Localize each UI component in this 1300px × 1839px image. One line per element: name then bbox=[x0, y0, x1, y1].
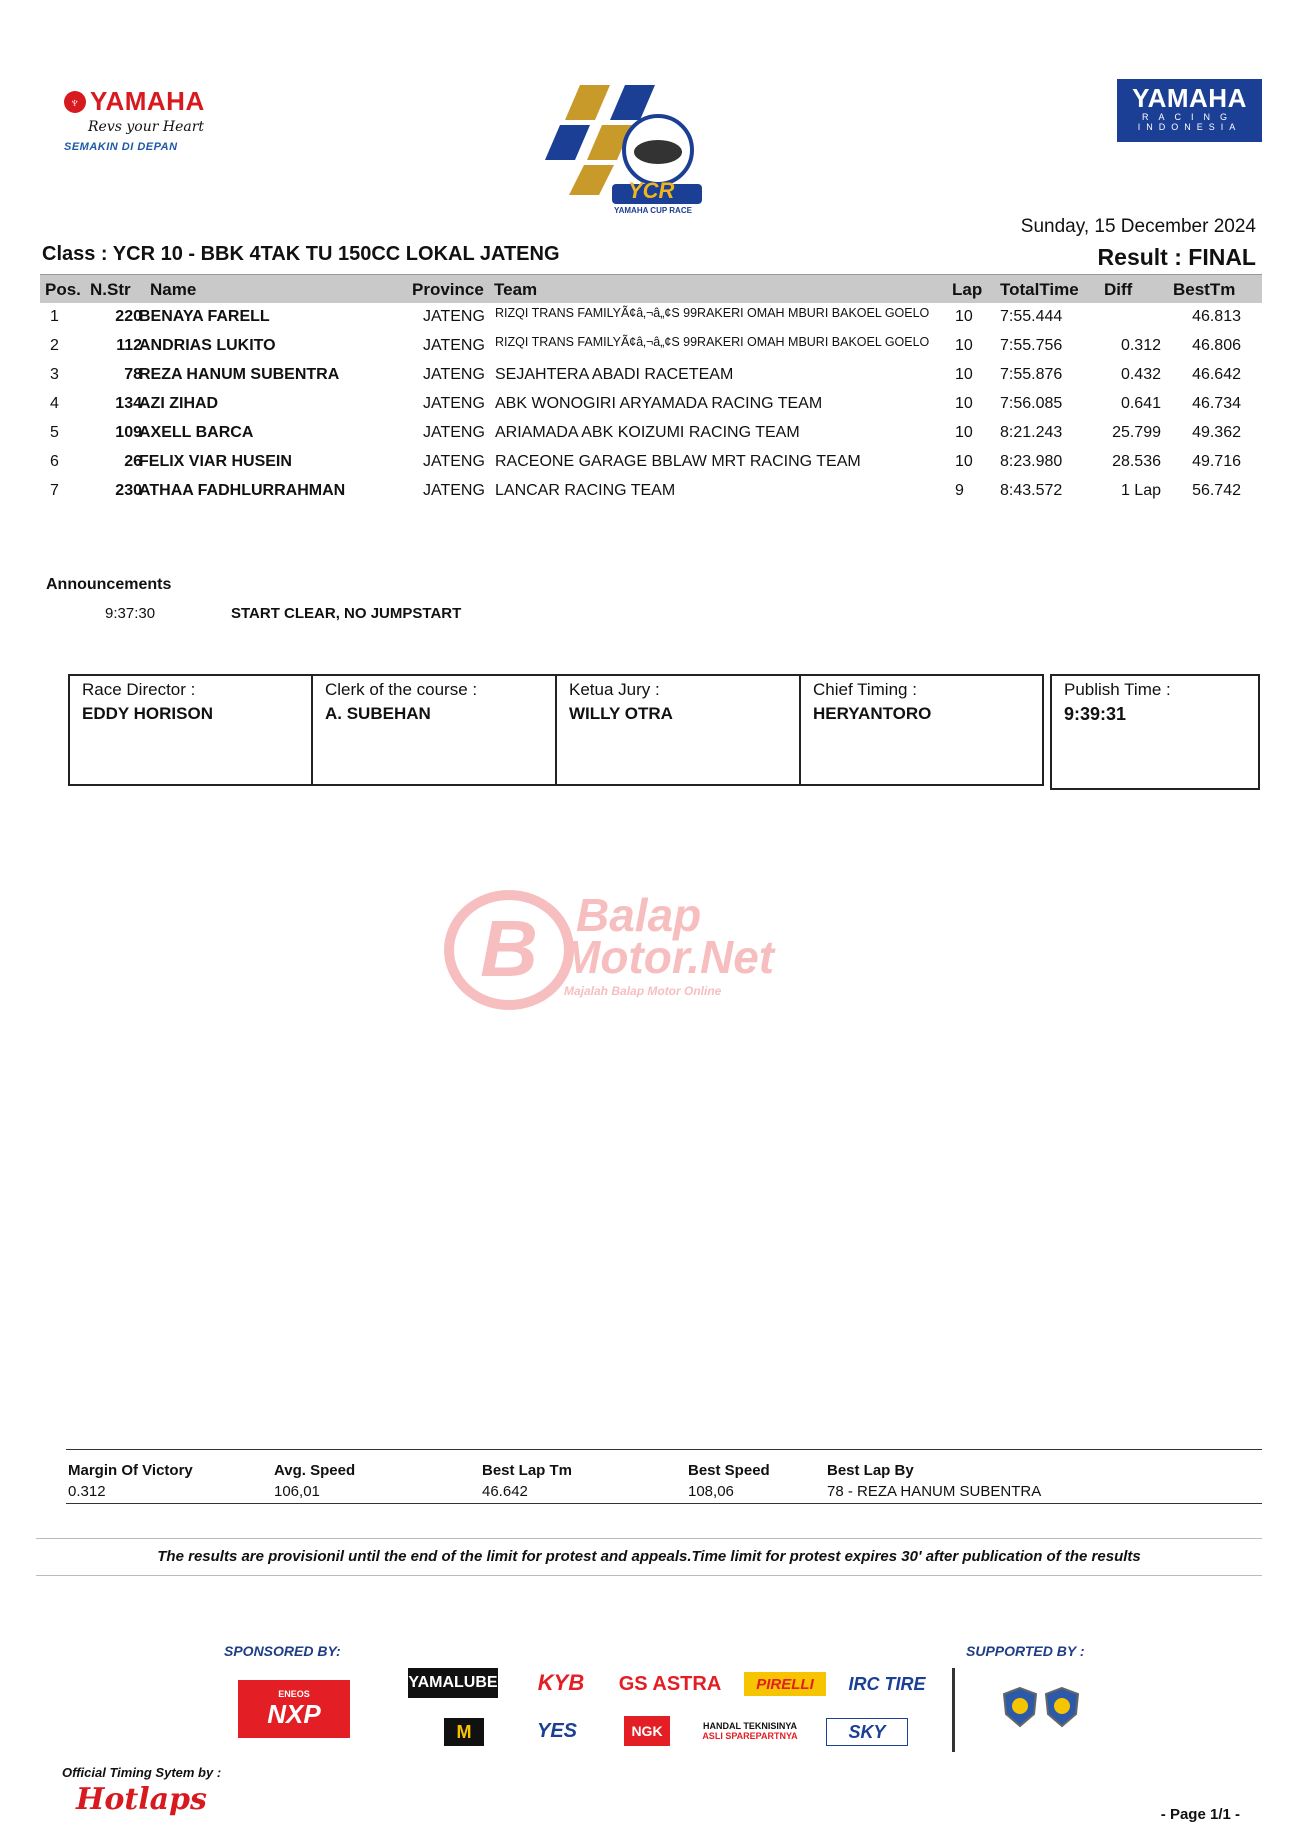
stat-bestby-label: Best Lap By bbox=[827, 1462, 914, 1479]
col-totaltime: TotalTime bbox=[1000, 280, 1079, 299]
watermark-line1: Balap bbox=[576, 889, 702, 941]
handal-line2: ASLI SPAREPARTNYA bbox=[702, 1731, 798, 1741]
motogard-logo: M bbox=[444, 1718, 484, 1746]
cell-province: JATENG bbox=[423, 395, 485, 412]
supported-by-label: SUPPORTED BY : bbox=[966, 1643, 1085, 1659]
cell-province: JATENG bbox=[423, 366, 485, 383]
cell-team: SEJAHTERA ABADI RACETEAM bbox=[495, 366, 734, 383]
disclaimer: The results are provisionil until the end of the limit for protest and appeals.Time limit for protest expires 30' after publication of the results bbox=[157, 1548, 1141, 1565]
announcement-time: 9:37:30 bbox=[105, 605, 156, 622]
cell-team: RACEONE GARAGE BBLAW MRT RACING TEAM bbox=[495, 453, 861, 470]
cell-team: LANCAR RACING TEAM bbox=[495, 482, 676, 499]
cell-name: REZA HANUM SUBENTRA bbox=[139, 366, 340, 383]
official-chief-timing bbox=[799, 674, 1044, 786]
ycr-sub: YAMAHA CUP RACE bbox=[614, 206, 692, 215]
cell-lap: 10 bbox=[955, 424, 973, 441]
cell-lap: 10 bbox=[955, 395, 973, 412]
cell-province: JATENG bbox=[423, 453, 485, 470]
cell-nstr: 26 bbox=[124, 453, 142, 470]
yamaha-racing-line3: INDONESIA bbox=[1137, 122, 1242, 132]
cell-name: AZI ZIHAD bbox=[139, 395, 219, 412]
kyb-logo: KYB bbox=[537, 1670, 585, 1695]
stat-bestby-value: 78 - REZA HANUM SUBENTRA bbox=[827, 1483, 1042, 1500]
svg-text:B: B bbox=[480, 904, 538, 993]
yes-logo: YES bbox=[536, 1719, 578, 1742]
watermark-line2: Motor.Net bbox=[562, 931, 775, 983]
cell-team: ABK WONOGIRI ARYAMADA RACING TEAM bbox=[495, 395, 823, 412]
cell-province: JATENG bbox=[423, 337, 485, 354]
eneos-text: ENEOS bbox=[278, 1688, 310, 1699]
official-timing-label: Official Timing Sytem by : bbox=[62, 1765, 222, 1780]
stat-bestlap-label: Best Lap Tm bbox=[482, 1462, 573, 1479]
official-role: Chief Timing : bbox=[813, 680, 917, 699]
result-status: Result : FINAL bbox=[1097, 244, 1256, 270]
ngk-logo: NGK bbox=[624, 1716, 670, 1746]
stats-top-rule bbox=[66, 1449, 1262, 1450]
cell-total: 7:55.444 bbox=[1000, 308, 1063, 325]
table-row bbox=[40, 333, 1262, 362]
cell-team: ARIAMADA ABK KOIZUMI RACING TEAM bbox=[495, 424, 800, 441]
announcement-message: START CLEAR, NO JUMPSTART bbox=[231, 605, 462, 622]
cell-nstr: 109 bbox=[115, 424, 142, 441]
stat-margin-label: Margin Of Victory bbox=[68, 1462, 193, 1479]
col-lap: Lap bbox=[952, 280, 983, 299]
table-row bbox=[40, 391, 1262, 420]
official-name: A. SUBEHAN bbox=[325, 704, 431, 723]
cell-pos: 1 bbox=[50, 308, 59, 325]
cell-total: 8:43.572 bbox=[1000, 482, 1063, 499]
cell-nstr: 220 bbox=[115, 308, 142, 325]
cell-best: 46.813 bbox=[1192, 308, 1241, 325]
cell-diff: 1 Lap bbox=[1120, 482, 1161, 499]
irc-tire-logo: IRC TIRE bbox=[848, 1673, 926, 1694]
gs-astra-logo: GS ASTRA bbox=[618, 1672, 722, 1695]
table-row bbox=[40, 362, 1262, 391]
yamaha-sub: SEMAKIN DI DEPAN bbox=[64, 141, 178, 153]
page-number: - Page 1/1 - bbox=[1160, 1806, 1240, 1823]
cell-total: 7:55.876 bbox=[1000, 366, 1063, 383]
imi-badge-icon bbox=[1002, 1686, 1038, 1728]
handal-logo bbox=[700, 1716, 800, 1746]
cell-nstr: 78 bbox=[124, 366, 142, 383]
watermark-sub: Majalah Balap Motor Online bbox=[564, 984, 722, 998]
cell-province: JATENG bbox=[423, 424, 485, 441]
cell-diff: 0.312 bbox=[1120, 337, 1161, 354]
ycr-logo bbox=[540, 80, 720, 220]
sponsor-divider bbox=[952, 1668, 955, 1752]
nxp-text: NXP bbox=[267, 1698, 321, 1729]
official-role: Race Director : bbox=[82, 680, 196, 699]
cell-team: RIZQI TRANS FAMILYÃ¢â‚¬â„¢S 99RAKERI OMAH MBURI BAKOEL GOELO bbox=[495, 335, 930, 349]
publish-time-box bbox=[1050, 674, 1260, 790]
cell-total: 7:55.756 bbox=[1000, 337, 1063, 354]
col-besttm: BestTm bbox=[1173, 280, 1236, 299]
cell-nstr: 230 bbox=[115, 482, 142, 499]
disclaimer-top-rule bbox=[36, 1538, 1262, 1539]
yamaha-brand: YAMAHA bbox=[90, 86, 205, 116]
cell-total: 8:23.980 bbox=[1000, 453, 1063, 470]
cell-lap: 10 bbox=[955, 366, 973, 383]
cell-pos: 5 bbox=[50, 424, 59, 441]
col-pos: Pos. bbox=[45, 280, 81, 299]
cell-lap: 10 bbox=[955, 337, 973, 354]
cell-total: 7:56.085 bbox=[1000, 395, 1063, 412]
cell-diff: 0.432 bbox=[1120, 366, 1161, 383]
table-row bbox=[40, 304, 1262, 333]
cell-best: 56.742 bbox=[1192, 482, 1241, 499]
cell-team: RIZQI TRANS FAMILYÃ¢â‚¬â„¢S 99RAKERI OMAH MBURI BAKOEL GOELO bbox=[495, 306, 930, 320]
stat-avg-label: Avg. Speed bbox=[274, 1462, 356, 1479]
cell-nstr: 112 bbox=[116, 337, 142, 354]
hotlaps-logo: Hotlaps bbox=[76, 1782, 207, 1817]
yamaha-racing-logo bbox=[1117, 79, 1262, 142]
official-name: EDDY HORISON bbox=[82, 704, 213, 723]
cell-best: 46.642 bbox=[1192, 366, 1241, 383]
cell-name: BENAYA FARELL bbox=[139, 308, 270, 325]
stat-avg-value: 106,01 bbox=[274, 1483, 320, 1500]
cell-pos: 3 bbox=[50, 366, 59, 383]
sky-logo: SKY bbox=[826, 1718, 908, 1746]
cell-best: 49.362 bbox=[1192, 424, 1241, 441]
yamaha-tagline: Revs your Heart bbox=[88, 119, 205, 135]
cell-name: AXELL BARCA bbox=[139, 424, 254, 441]
cell-total: 8:21.243 bbox=[1000, 424, 1063, 441]
cell-name: ANDRIAS LUKITO bbox=[139, 337, 276, 354]
handal-line1: HANDAL TEKNISINYA bbox=[702, 1721, 797, 1731]
col-nstr: N.Str bbox=[90, 280, 131, 299]
yamaha-logo-left bbox=[64, 86, 214, 166]
cell-nstr: 134 bbox=[115, 395, 142, 412]
cell-diff: 28.536 bbox=[1112, 453, 1161, 470]
pirelli-logo: PIRELLI bbox=[744, 1672, 826, 1696]
official-role: Ketua Jury : bbox=[569, 680, 660, 699]
balapmotor-watermark bbox=[444, 888, 854, 1013]
stat-bestspeed-value: 108,06 bbox=[688, 1483, 734, 1500]
stat-margin-value: 0.312 bbox=[68, 1483, 106, 1500]
cell-name: ATHAA FADHLURRAHMAN bbox=[139, 482, 346, 499]
cell-province: JATENG bbox=[423, 482, 485, 499]
cell-pos: 4 bbox=[50, 395, 59, 412]
sponsored-by-label: SPONSORED BY: bbox=[224, 1643, 341, 1659]
cell-pos: 6 bbox=[50, 453, 59, 470]
yamalube-logo: YAMALUBE bbox=[408, 1668, 498, 1698]
cell-diff: 25.799 bbox=[1112, 424, 1161, 441]
ycr-text: YCR bbox=[628, 178, 675, 203]
imi-jateng-badge-icon bbox=[1044, 1686, 1080, 1728]
official-race-director bbox=[68, 674, 313, 786]
stats-bottom-rule bbox=[66, 1503, 1262, 1504]
class-title: Class : YCR 10 - BBK 4TAK TU 150CC LOKAL JATENG bbox=[42, 243, 560, 265]
cell-pos: 7 bbox=[50, 482, 59, 499]
publish-time-value: 9:39:31 bbox=[1064, 704, 1127, 724]
table-row bbox=[40, 478, 1262, 507]
event-date: Sunday, 15 December 2024 bbox=[1020, 216, 1256, 237]
table-row bbox=[40, 449, 1262, 478]
yamaha-racing-brand: YAMAHA bbox=[1132, 83, 1247, 113]
cell-pos: 2 bbox=[50, 337, 59, 354]
stat-bestspeed-label: Best Speed bbox=[688, 1462, 770, 1479]
col-province: Province bbox=[412, 280, 484, 299]
official-name: WILLY OTRA bbox=[569, 704, 673, 723]
cell-best: 49.716 bbox=[1192, 453, 1241, 470]
cell-province: JATENG bbox=[423, 308, 485, 325]
cell-name: FELIX VIAR HUSEIN bbox=[139, 453, 292, 470]
disclaimer-bottom-rule bbox=[36, 1575, 1262, 1576]
yamaha-racing-line2: RACING bbox=[1141, 112, 1237, 122]
official-role: Clerk of the course : bbox=[325, 680, 478, 699]
cell-lap: 10 bbox=[955, 308, 973, 325]
tuning-fork-icon: ♆ bbox=[64, 91, 86, 113]
official-ketua-jury bbox=[555, 674, 801, 786]
cell-lap: 10 bbox=[955, 453, 973, 470]
official-name: HERYANTORO bbox=[813, 704, 932, 723]
col-team: Team bbox=[494, 280, 538, 299]
eneos-nxp-logo bbox=[238, 1680, 350, 1738]
official-clerk bbox=[311, 674, 557, 786]
results-table-header bbox=[40, 274, 1262, 303]
col-name: Name bbox=[150, 280, 197, 299]
cell-best: 46.806 bbox=[1192, 337, 1241, 354]
col-diff: Diff bbox=[1104, 280, 1133, 299]
cell-lap: 9 bbox=[955, 482, 964, 499]
publish-time-label: Publish Time : bbox=[1064, 680, 1171, 699]
cell-best: 46.734 bbox=[1192, 395, 1241, 412]
stat-bestlap-value: 46.642 bbox=[482, 1483, 528, 1500]
announcements-heading: Announcements bbox=[46, 576, 172, 593]
cell-diff: 0.641 bbox=[1120, 395, 1161, 412]
table-row bbox=[40, 420, 1262, 449]
